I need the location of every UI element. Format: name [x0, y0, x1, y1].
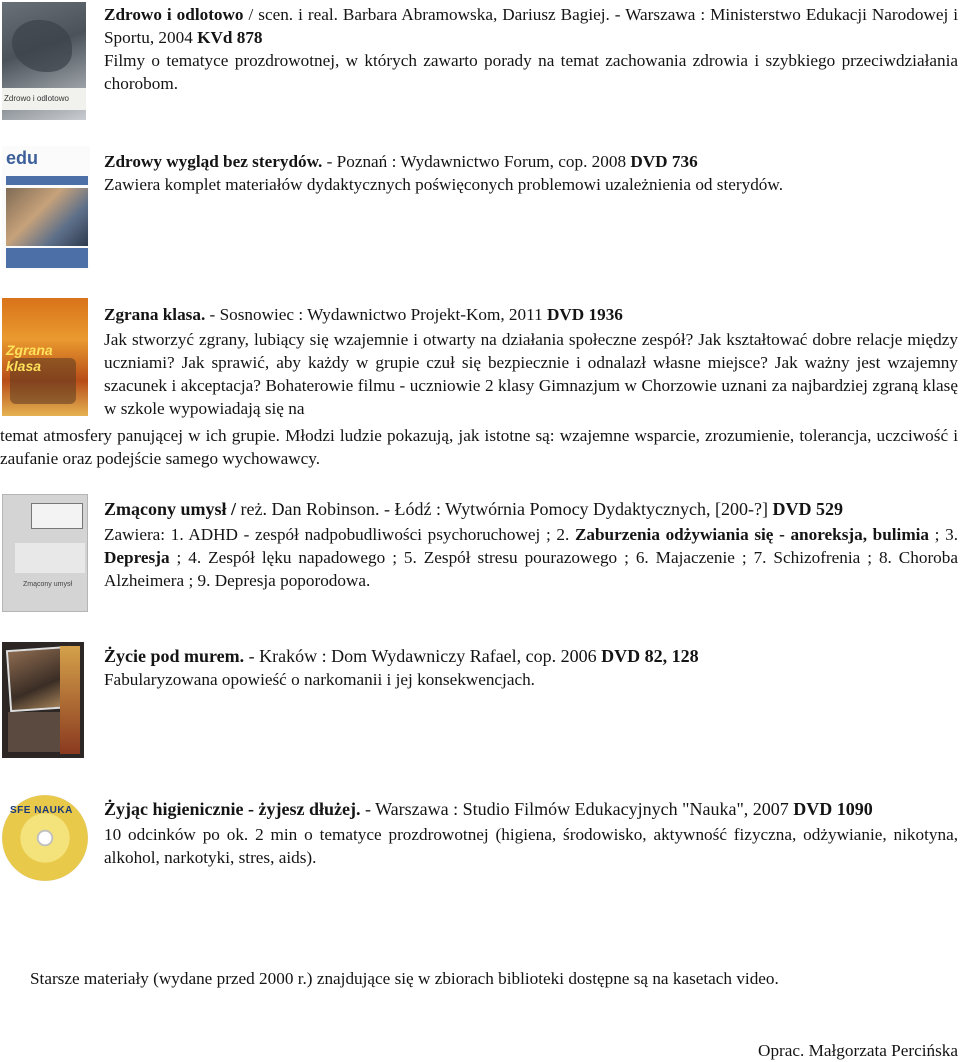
entry-title-line — [104, 798, 958, 821]
entry-title-line — [104, 150, 958, 173]
entry-title: Zmącony umysł — [104, 499, 227, 519]
entry-zgrana-klasa — [104, 303, 958, 420]
entry-title: Zgrana klasa. — [104, 305, 206, 324]
entry-description-continued: temat atmosfery panującej w ich grupie. Młodzi ludzie pokazują, jak istotne są: wzajemne wsparcie, zrozumienie, tolerancja, uczciwość i zaufanie oraz podejście samego wychowawcy. — [0, 426, 958, 468]
entry-publication: - Warszawa : Studio Filmów Edukacyjnych "Nauka", 2007 — [360, 799, 794, 819]
entry-description: Zawiera komplet materiałów dydaktycznych poświęconych problemowi uzależnienia od sterydów. — [104, 175, 783, 194]
cover-figure — [12, 20, 72, 72]
entry-zdrowo-i-odlotowo — [104, 3, 958, 95]
cover-spine — [60, 646, 80, 754]
cover-strip — [6, 176, 88, 185]
cover-image — [15, 543, 85, 573]
cover-zdrowo-i-odlotowo — [2, 2, 86, 120]
cover-title-band — [2, 88, 86, 110]
entry-title: Zdrowo i odlotowo — [104, 5, 244, 24]
contents-rest: ; 4. Zespół lęku napadowego ; 5. Zespół stresu pourazowego ; 6. Majaczenie ; 7. Schizofrenia ; 8. Choroba Alzheimera ; 9. Depresja poporodowa. — [104, 548, 958, 590]
entry-signature: DVD 1936 — [546, 305, 623, 324]
contents-separator: ; 3. — [929, 525, 958, 544]
entry-signature: DVD 1090 — [793, 799, 873, 819]
cover-footer — [6, 248, 88, 268]
entry-title: Zdrowy wygląd bez sterydów. — [104, 152, 323, 171]
entry-zmacony-umysl — [104, 498, 958, 592]
contents-intro: Zawiera: 1. ADHD - zespół nadpobudliwości psychoruchowej ; 2. — [104, 525, 575, 544]
cover-title: Zgrana klasa — [6, 342, 53, 374]
entry-publication: - Poznań : Wydawnictwo Forum, cop. 2008 — [322, 152, 631, 171]
entry-title: Żyjąc higienicznie - żyjesz dłużej. — [104, 799, 361, 819]
cover-zdrowy-wyglad — [2, 146, 90, 270]
contents-topic-eating-disorders: Zaburzenia odżywiania się - anoreksja, bulimia — [574, 525, 930, 544]
author-credit: Oprac. Małgorzata Percińska — [758, 1041, 958, 1060]
entry-description: Filmy o tematyce prozdrowotnej, w których zawarto porady na temat zachowania zdrowia i szybkiego przeciwdziałania chorobom. — [104, 51, 958, 93]
cover-zmacony-umysl — [2, 494, 88, 612]
cover-title: Zmącony umysł — [23, 581, 73, 588]
entry-zdrowy-wyglad — [104, 150, 958, 196]
entry-title-line — [104, 645, 958, 668]
entry-signature: DVD 529 — [772, 499, 843, 519]
cover-zgrana-klasa — [2, 298, 88, 416]
entry-title-line — [104, 3, 958, 49]
footnote: Starsze materiały (wydane przed 2000 r.) znajdujące się w zbiorach biblioteki dostępne są na kasetach video. — [30, 969, 779, 988]
entry-description: 10 odcinków po ok. 2 min o tematyce prozdrowotnej (higiena, środowisko, aktywność fizyczna, odżywianie, nikotyna, alkohol, narkotyki, stres, aids). — [104, 825, 958, 867]
entry-contents — [104, 523, 958, 592]
cover-title: SFE NAUKA — [10, 805, 73, 816]
entry-signature: DVD 82, 128 — [601, 646, 699, 666]
cover-title-box — [31, 503, 83, 529]
entry-description: Jak stworzyć zgrany, lubiący się wzajemnie i otwarty na działania społeczne zespół? Jak kształtować dobre relacje między uczniami? Jak sprawić, aby każdy w grupie czuł się bezpiecznie i odnalazł własne miejsce? Jak ważny jest wzajemny szacunek i akceptacja? Bohaterowie filmu - uczniowie 2 klasy Gimnazjum w Chorzowie uznani za najbardziej zgraną klasę w szkole wypowiadają się na — [104, 330, 958, 418]
cover-zycie-pod-murem — [2, 642, 84, 758]
entry-zyjac-higienicznie — [104, 798, 958, 869]
entry-title-line — [104, 303, 958, 326]
cover-title: Zdrowo i odlotowo — [4, 94, 69, 103]
entry-title-slash: / — [226, 499, 241, 519]
cover-zyjac-higienicznie — [2, 795, 88, 881]
entry-description: Fabularyzowana opowieść o narkomanii i jej konsekwencjach. — [104, 670, 535, 689]
cover-picture — [6, 188, 88, 246]
entry-publication: - Sosnowiec : Wydawnictwo Projekt-Kom, 2011 — [205, 305, 547, 324]
entry-signature: KVd 878 — [197, 28, 263, 47]
cover-logo: edu — [6, 148, 39, 168]
contents-topic-depression: Depresja — [104, 548, 170, 567]
entry-zycie-pod-murem — [104, 645, 958, 691]
entry-publication: / scen. i real. Barbara Abramowska, Dariusz Bagiej. - Warszawa : Ministerstwo Edukacji Narodowej i Sportu, 2004 — [104, 5, 959, 47]
entry-title: Życie pod murem. — [104, 646, 245, 666]
entry-title-line — [104, 498, 958, 521]
entry-signature: DVD 736 — [630, 152, 698, 171]
entry-publication: - Kraków : Dom Wydawniczy Rafael, cop. 2006 — [244, 646, 602, 666]
entry-publication: reż. Dan Robinson. - Łódź : Wytwórnia Pomocy Dydaktycznych, [200-?] — [240, 499, 773, 519]
cover-wall — [8, 712, 66, 752]
